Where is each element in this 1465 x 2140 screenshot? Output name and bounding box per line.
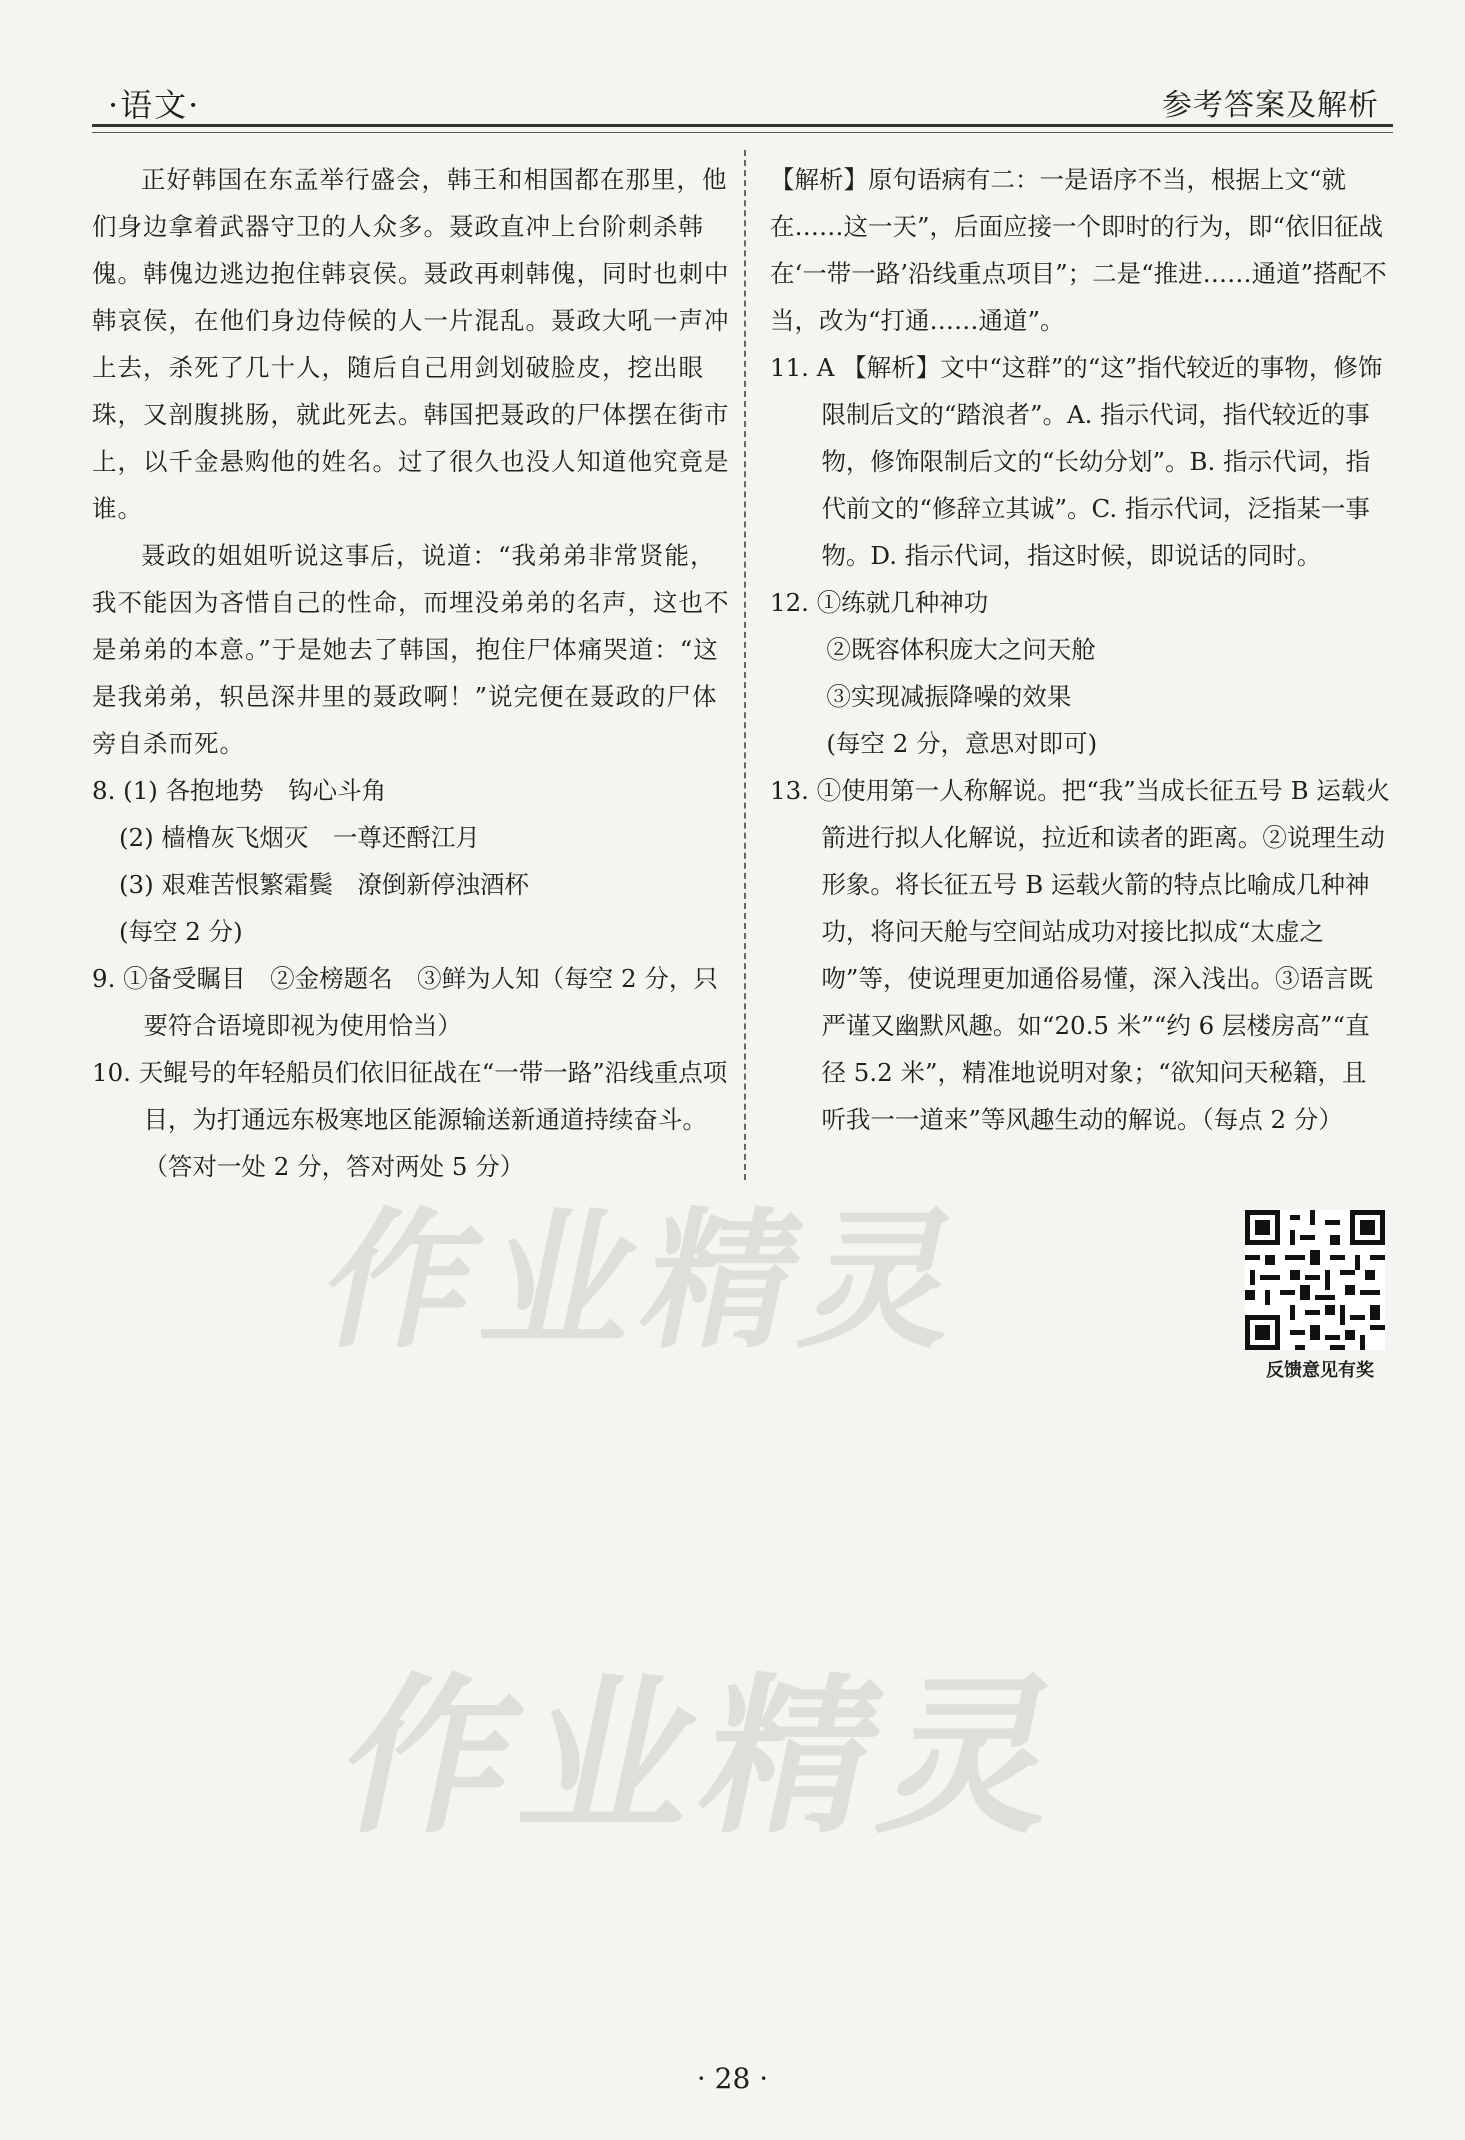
translation-paragraph-1: 正好韩国在东孟举行盛会，韩王和相国都在那里，他们身边拿着武器守卫的人众多。聂政直冲上台阶刺杀韩傀。韩傀边逃边抱住韩哀侯。聂政再刺韩傀，同时也刺中韩哀侯，在他们身边侍候的人一片混乱。聂政大吼一声冲上去，杀死了几十人，随后自己用剑划破脸皮，挖出眼珠，又剖腹挑肠，就此死去。韩国把聂政的尸体摆在街市上，以千金悬购他的姓名。过了很久也没人知道他究竟是谁。 xyxy=(92,165,730,523)
answer-12-line-2: ②既容体积庞大之问天舱 xyxy=(826,635,1096,664)
answer-8-line-1: 8. (1) 各抱地势 钩心斗角 xyxy=(92,776,387,805)
watermark-logo: 作业精灵 xyxy=(325,1659,1088,1857)
column-divider xyxy=(744,150,746,1180)
answer-8-line-3: (3) 艰难苦恨繁霜鬓 潦倒新停浊酒杯 xyxy=(118,870,529,899)
answer-11: 11. A 【解析】文中“这群”的“这”指代较近的事物，修饰限制后文的“踏浪者”。A. 指示代词，指代较近的事物，修饰限制后文的“长幼分划”。B. 指示代词，指代前文的“修辞立其诚”。C. 指示代词，泛指某一事物。D. 指示代词，指这时候，即说话的同时。 xyxy=(770,353,1383,570)
qr-caption: 反馈意见有奖 xyxy=(1266,1360,1374,1381)
watermark-logo: 作业精灵 xyxy=(308,1195,986,1369)
right-column xyxy=(770,156,1390,1143)
translation-paragraph-2: 聂政的姐姐听说这事后，说道：“我弟弟非常贤能，我不能因为吝惜自己的性命，而埋没弟弟的名声，这也不是弟弟的本意。”于是她去了韩国，抱住尸体痛哭道：“这是我弟弟，轵邑深井里的聂政啊！”说完便在聂政的尸体旁自杀而死。 xyxy=(92,541,730,758)
answer-8-score: (每空 2 分) xyxy=(118,917,243,946)
analysis-10: 【解析】原句语病有二：一是语序不当，根据上文“就在……这一天”，后面应接一个即时的行为，即“依旧征战在‘一带一路’沿线重点项目”；二是“推进……通道”搭配不当，改为“打通……通道”。 xyxy=(770,165,1387,335)
subject-label: ·语文· xyxy=(108,86,201,124)
answer-9: 9. ①备受瞩目 ②金榜题名 ③鲜为人知（每空 2 分，只要符合语境即视为使用恰当） xyxy=(92,964,718,1040)
answer-10: 10. 天鲲号的年轻船员们依旧征战在“一带一路”沿线重点项目，为打通远东极寒地区能源输送新通道持续奋斗。（答对一处 2 分，答对两处 5 分） xyxy=(92,1058,728,1181)
page-number: · 28 · xyxy=(696,2062,769,2095)
header-rule xyxy=(92,124,1393,127)
header-rule-thin xyxy=(92,132,1393,133)
answer-12-score: (每空 2 分，意思对即可) xyxy=(826,729,1098,758)
qr-code-icon[interactable] xyxy=(1245,1210,1385,1350)
page-header-title: 参考答案及解析 xyxy=(1162,88,1379,123)
answer-12-line-3: ③实现减振降噪的效果 xyxy=(826,682,1072,711)
left-column xyxy=(92,156,732,1190)
answer-12-line-1: 12. ①练就几种神功 xyxy=(770,588,989,617)
answer-8-line-2: (2) 樯橹灰飞烟灭 一尊还酹江月 xyxy=(118,823,480,852)
answer-13: 13. ①使用第一人称解说。把“我”当成长征五号 B 运载火箭进行拟人化解说，拉近和读者的距离。②说理生动形象。将长征五号 B 运载火箭的特点比喻成几种神功，将问天舱与空间站成功对接比拟成“太虚之吻”等，使说理更加通俗易懂，深入浅出。③语言既严谨又幽默风趣。如“20.5 米”“约 6 层楼房高”“直径 5.2 米”，精准地说明对象；“欲知问天秘籍，且听我一一道来”等风趣生动的解说。（每点 2 分） xyxy=(770,776,1390,1134)
